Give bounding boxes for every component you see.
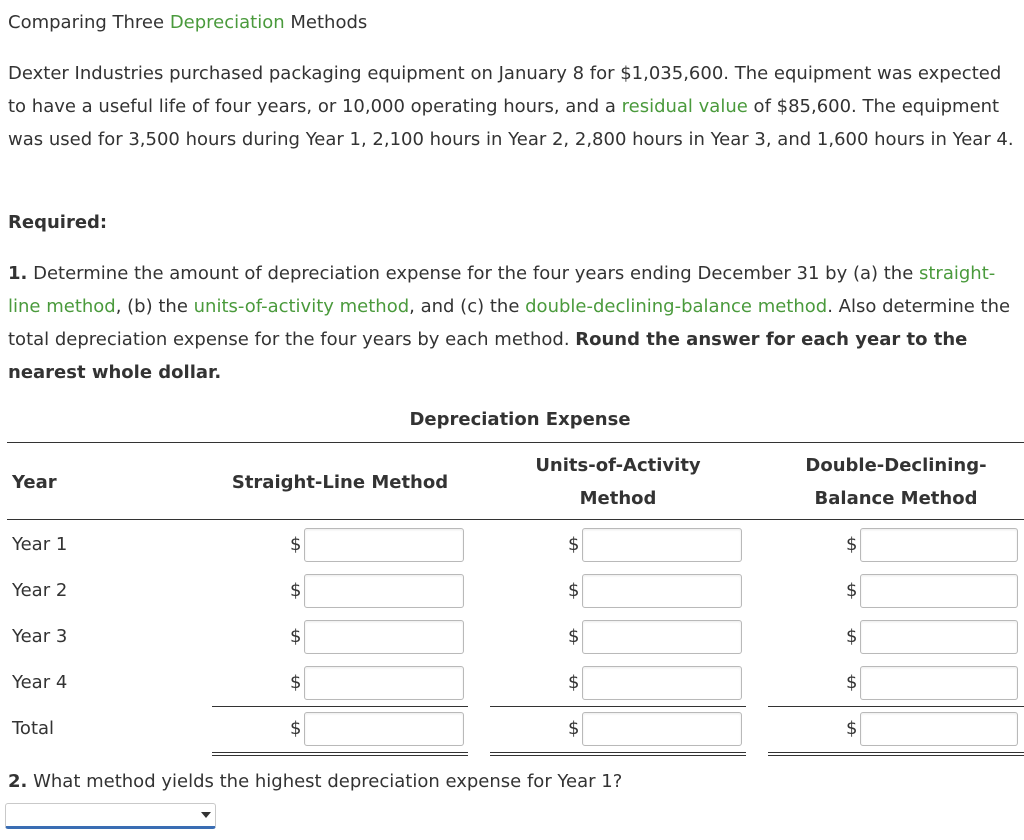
dollar-sign: $: [290, 672, 302, 693]
row-label-year-2: Year 2: [12, 580, 68, 601]
residual-value-link[interactable]: residual value: [621, 96, 748, 117]
dollar-sign: $: [568, 626, 580, 647]
total-double-rule: [212, 752, 468, 753]
dollar-sign: $: [290, 534, 302, 555]
straight-line-year-4-input[interactable]: [304, 666, 464, 700]
double-declining-year-4-input[interactable]: [860, 666, 1018, 700]
required-label: Required:: [8, 212, 108, 233]
total-double-rule: [490, 752, 746, 753]
page-title: Comparing Three Depreciation Methods: [8, 12, 368, 33]
row-label-year-1: Year 1: [12, 534, 68, 555]
question-1: 1. Determine the amount of depreciation expense for the four years ending December 31 by (a) the straight-line method, (b) the units-of-activity method, and (c) the double-declining-balance method. Also determine the total depreciation expense for the four years by each method. Round the answer for each year to the nearest whole dollar.: [8, 263, 1011, 383]
dollar-sign: $: [290, 626, 302, 647]
dollar-sign: $: [846, 580, 858, 601]
row-label-year-3: Year 3: [12, 626, 68, 647]
double-declining-year-1-input[interactable]: [860, 528, 1018, 562]
problem-text: Dexter Industries purchased packaging equipment on January 8 for $1,035,600. The equipment was expected to have a useful life of four years, or 10,000 operating hours, and a residual value of $85,600. The equipment was used for 3,500 hours during Year 1, 2,100 hours in Year 2, 2,800 hours in Year 3, and 1,600 hours in Year 4.: [8, 63, 1014, 150]
header-year: Year: [12, 472, 57, 493]
dollar-sign: $: [290, 718, 302, 739]
units-of-activity-year-3-input[interactable]: [582, 620, 742, 654]
straight-line-year-1-input[interactable]: [304, 528, 464, 562]
depreciation-link[interactable]: Depreciation: [169, 12, 285, 33]
double-declining-year-2-input[interactable]: [860, 574, 1018, 608]
total-top-rule: [490, 706, 746, 707]
dollar-sign: $: [846, 626, 858, 647]
units-of-activity-year-4-input[interactable]: [582, 666, 742, 700]
straight-line-link[interactable]: straight-line method: [8, 263, 996, 317]
row-label-total: Total: [12, 718, 55, 739]
units-of-activity-year-1-input[interactable]: [582, 528, 742, 562]
question-2: 2. What method yields the highest depreciation expense for Year 1?: [8, 771, 623, 792]
dollar-sign: $: [846, 534, 858, 555]
table-title: Depreciation Expense: [409, 409, 631, 430]
total-double-rule: [768, 755, 1024, 756]
dollar-sign: $: [846, 718, 858, 739]
dollar-sign: $: [568, 718, 580, 739]
double-declining-total-input[interactable]: [860, 712, 1018, 746]
header-straight-line: Straight-Line Method: [231, 472, 449, 493]
header-units-of-activity: Units-of-Activity Method: [535, 455, 701, 509]
header-bottom-rule: [7, 519, 1024, 520]
header-double-declining: Double-Declining- Balance Method: [805, 455, 987, 509]
total-top-rule: [768, 706, 1024, 707]
dollar-sign: $: [846, 672, 858, 693]
units-of-activity-total-input[interactable]: [582, 712, 742, 746]
straight-line-year-3-input[interactable]: [304, 620, 464, 654]
double-declining-year-3-input[interactable]: [860, 620, 1018, 654]
row-label-year-4: Year 4: [12, 672, 68, 693]
total-top-rule: [212, 706, 468, 707]
straight-line-total-input[interactable]: [304, 712, 464, 746]
total-double-rule: [212, 755, 468, 756]
straight-line-year-2-input[interactable]: [304, 574, 464, 608]
total-double-rule: [768, 752, 1024, 753]
table-top-rule: [7, 442, 1024, 443]
units-of-activity-year-2-input[interactable]: [582, 574, 742, 608]
chevron-down-icon: [201, 812, 211, 818]
dollar-sign: $: [568, 534, 580, 555]
double-declining-balance-link[interactable]: double-declining-balance method: [525, 296, 828, 317]
units-of-activity-link[interactable]: units-of-activity method: [193, 296, 410, 317]
dollar-sign: $: [568, 580, 580, 601]
total-double-rule: [490, 755, 746, 756]
method-select[interactable]: [5, 803, 216, 829]
dollar-sign: $: [290, 580, 302, 601]
dollar-sign: $: [568, 672, 580, 693]
